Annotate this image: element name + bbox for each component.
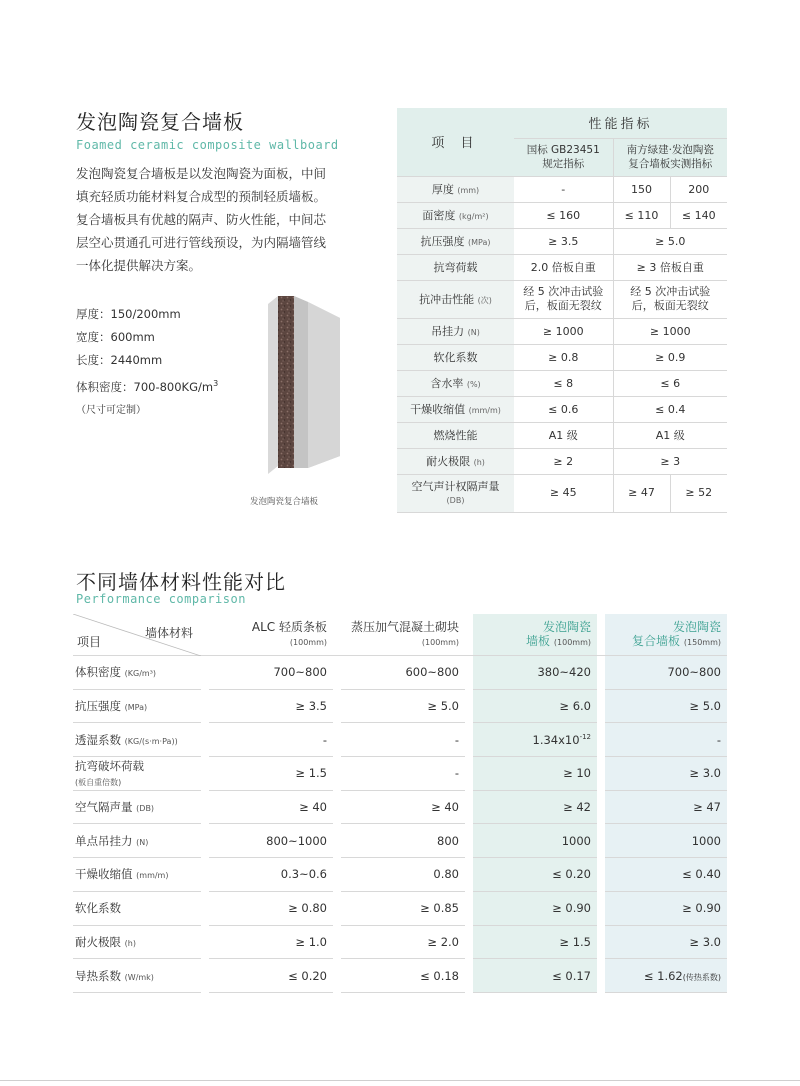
spec-list — [76, 303, 218, 422]
table-row: 耐火极限 (h) ≥ 1.0 ≥ 2.0 ≥ 1.5 ≥ 3.0 — [73, 926, 727, 960]
spec-thickness: 厚度：150/200mm — [76, 307, 181, 321]
table-row: 抗冲击性能 (次) 经 5 次冲击试验 后，板面无裂纹 经 5 次冲击试验 后，板面无裂纹 — [397, 280, 727, 318]
header-main: 性能指标 — [514, 108, 727, 138]
performance-table — [397, 108, 727, 513]
spec-density: 体积密度：$700-800KG/m^3$ — [76, 379, 219, 394]
section1-title: 发泡陶瓷复合墙板 — [76, 110, 244, 134]
table-row: 面密度 (kg/m²) ≤ 160 ≤ 110 ≤ 140 — [397, 202, 727, 228]
spec-note: （尺寸可定制） — [76, 404, 146, 416]
table-row: 空气隔声量 (DB) ≥ 40 ≥ 40 ≥ 42 ≥ 47 — [73, 791, 727, 825]
header-item: 项 目 — [397, 108, 514, 176]
section1-subtitle: Foamed ceramic composite wallboard — [76, 138, 339, 152]
table-row: 透湿系数 (KG/(s·m·Pa)) - - $1.34x10^{-12}$ - — [73, 723, 727, 757]
table-row: 干燥收缩值 (mm/m) 0.3~0.6 0.80 ≤ 0.20 ≤ 0.40 — [73, 858, 727, 892]
table-row: 抗弯荷载 2.0 倍板自重 ≥ 3 倍板自重 — [397, 254, 727, 280]
table-row: 抗弯破坏荷载 (板自重倍数) ≥ 1.5 - ≥ 10 ≥ 3.0 — [73, 757, 727, 791]
spec-length: 长度：2440mm — [76, 353, 163, 367]
table-row: 耐火极限 (h) ≥ 2 ≥ 3 — [397, 448, 727, 474]
comparison-header — [73, 614, 727, 656]
section2-subtitle: Performance comparison — [76, 592, 246, 606]
table-row: 抗压强度 (MPa) ≥ 3.5 ≥ 5.0 ≥ 6.0 ≥ 5.0 — [73, 690, 727, 724]
table-row: 吊挂力 (N) ≥ 1000 ≥ 1000 — [397, 318, 727, 344]
col-foam-composite: 发泡陶瓷 复合墙板 (150mm) — [605, 614, 727, 656]
spec-width: 宽度：600mm — [76, 330, 155, 344]
table-row: 单点吊挂力 (N) 800~1000 800 1000 1000 — [73, 824, 727, 858]
header-measured: 南方绿建·发泡陶瓷 复合墙板实测指标 — [613, 138, 727, 176]
col-foam-board: 发泡陶瓷 墙板 (100mm) — [473, 614, 597, 656]
table-row: 导热系数 (W/mk) ≤ 0.20 ≤ 0.18 ≤ 0.17 ≤ 1.62(传热系数) — [73, 959, 727, 993]
header-std: 国标 GB23451 规定指标 — [514, 138, 613, 176]
table-row: 软化系数 ≥ 0.8 ≥ 0.9 — [397, 344, 727, 370]
corner-cell: 墙体材料 项目 — [73, 614, 201, 656]
section1-intro: 发泡陶瓷复合墙板是以发泡陶瓷为面板，中间填充轻质功能材料复合成型的预制轻质墙板。复合墙板具有优越的隔声、防火性能，中间芯层空心贯通孔可进行管线预设，为内隔墙管线一体化提供解决方案。 — [76, 166, 327, 273]
table-row: 干燥收缩值 (mm/m) ≤ 0.6 ≤ 0.4 — [397, 396, 727, 422]
table-row: 抗压强度 (MPa) ≥ 3.5 ≥ 5.0 — [397, 228, 727, 254]
table-row: 体积密度 (KG/m³) 700~800 600~800 380~420 700~800 — [73, 656, 727, 690]
table-row: 燃烧性能 A1 级 A1 级 — [397, 422, 727, 448]
bottom-rule — [0, 1080, 800, 1081]
wallboard-image — [268, 296, 340, 476]
table-row: 空气声计权隔声量 (DB) ≥ 45 ≥ 47 ≥ 52 — [397, 474, 727, 512]
section2-title: 不同墙体材料性能对比 — [76, 570, 286, 594]
comparison-table — [73, 614, 727, 993]
table-row: 含水率 (%) ≤ 8 ≤ 6 — [397, 370, 727, 396]
col-aac: 蒸压加气混凝土砌块 (100mm) — [341, 614, 465, 656]
panel-caption: 发泡陶瓷复合墙板 — [250, 497, 319, 507]
table-row: 软化系数 ≥ 0.80 ≥ 0.85 ≥ 0.90 ≥ 0.90 — [73, 892, 727, 926]
table-row: 厚度 (mm) - 150 200 — [397, 176, 727, 202]
col-alc: ALC 轻质条板 (100mm) — [209, 614, 333, 656]
